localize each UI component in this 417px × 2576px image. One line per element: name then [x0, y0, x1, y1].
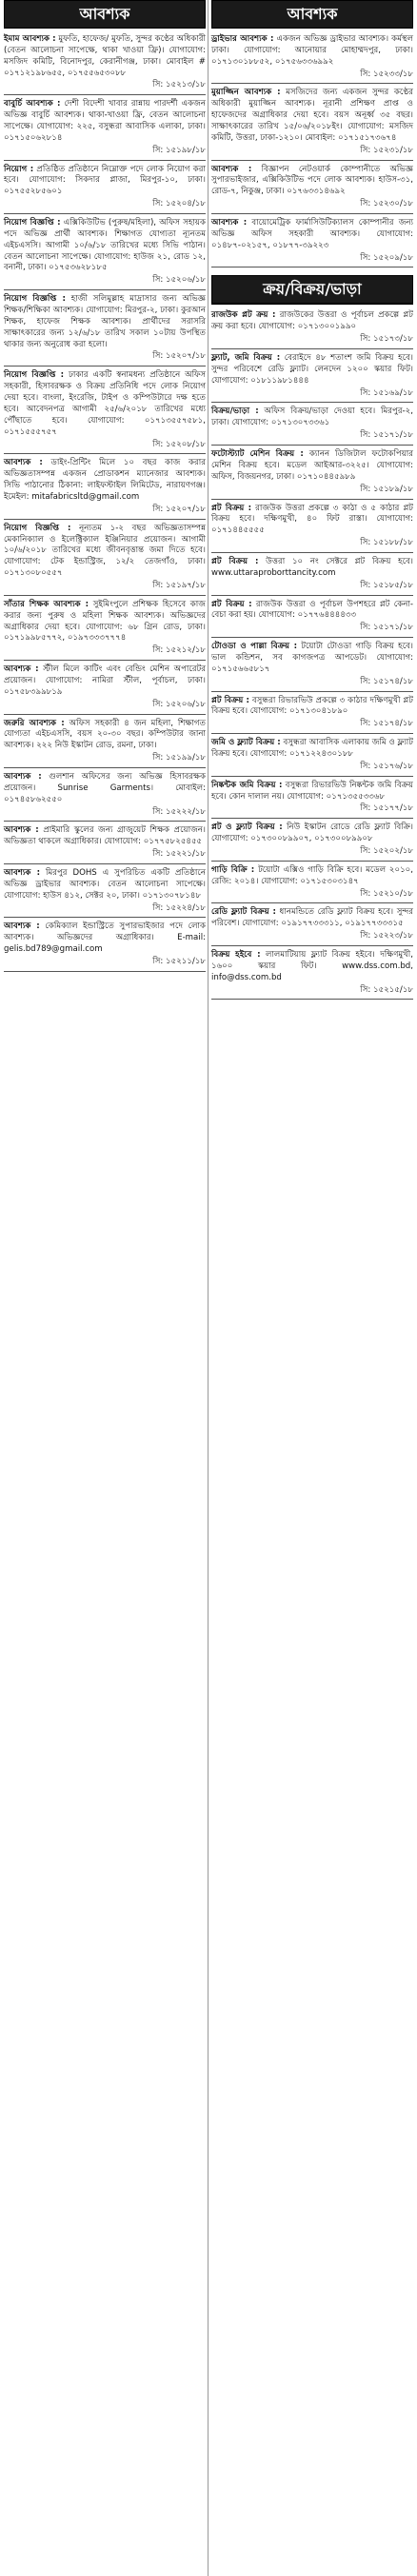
classified-ad	[211, 738, 413, 773]
ad-body: ঢাকার একটি স্বনামধন্য প্রতিষ্ঠানে অফিস সহকারী, হিসাবরক্ষক ও বিক্রয় প্রতিনিধি পদে লোক নিয়োগ দেয়া হবে। বাংলা, ইংরেজি, টাইপ ও কম্পিউটারে দক্ষ হতে হবে। আবেদনপত্র আগামী ২৫/৬/২০১৮ তারিখের মধ্যে পৌঁছাতে হবে। যোগাযোগ: ০১৭১৩৫৫৭৫৮১, ০১৭১৫৫৫৭৫৭	[4, 370, 206, 437]
ad-separator	[4, 366, 206, 367]
ad-code: সি: ১৫২৩১/১৮	[360, 145, 413, 155]
ad-separator	[211, 691, 413, 692]
ad-title: রেডি ফ্ল্যাট বিক্রয় :	[211, 907, 276, 918]
ad-code: সি: ১৫১৯৮/১৮	[152, 145, 206, 155]
ad-code: সি: ১৫১৭১/১৮	[360, 430, 413, 441]
ad-body: অফিস সহকারী ৪ জন মহিলা, শিক্ষাগত যোগ্যতা এইচএসসি, বয়স ২০-৩০ বছর। কম্পিউটার জানা আবশ্যক। ২২২ নিউ ইস্কাটন রোড, রমনা, ঢাকা।	[4, 718, 206, 751]
classified-ad	[211, 504, 413, 549]
classified-ad	[4, 34, 206, 91]
ad-title: ফটোস্ট্যাট মেশিন বিক্রয় :	[211, 449, 304, 460]
ad-code: সি: ১৫২১৩/১৮	[152, 80, 206, 90]
classified-ad	[4, 99, 206, 156]
ad-title: প্লট বিক্রয় :	[211, 599, 252, 609]
ad-code: সি: ১৫২২৪/১৮	[152, 902, 206, 913]
classified-ad	[211, 88, 413, 156]
ad-body: বায়োমেট্রিক ফার্মাসিউটিক্যালস কোম্পানীর জন্য অভিজ্ঞ অফিস সহকারী আবশ্যক। যোগাযোগ: ০১৪৮৭-০২১৫৭, ০১৮৭৭-৩৯২২৩	[211, 218, 414, 250]
ad-title: সাঁতার শিক্ষক আবশ্যক :	[4, 599, 89, 609]
ad-title: টোওডা ও পাল্লা বিক্রয় :	[211, 642, 298, 652]
ad-separator	[4, 821, 206, 822]
ad-title: প্লট বিক্রয় :	[211, 503, 252, 513]
right-ads-bottom-list	[211, 310, 413, 1000]
section-header-wanted-right: আবশ্যক	[211, 0, 413, 29]
classified-ad	[211, 950, 413, 996]
classified-ad	[211, 781, 413, 816]
classified-ad	[211, 34, 413, 80]
ad-separator	[4, 519, 206, 520]
right-column	[211, 0, 413, 2576]
ad-title: আবশ্যক :	[4, 825, 39, 836]
ad-title: নিষ্কন্টক জমি বিক্রয় :	[211, 780, 283, 790]
ad-separator	[211, 902, 413, 903]
ad-code: সি: ১৫২০৬/১৮	[152, 699, 206, 709]
ad-body: নূন্যতম ১-২ বছর অভিজ্ঞতাসম্পন্ন মেকানিক্যাল ও ইলেক্ট্রিক্যাল ইঞ্জিনিয়ার প্রয়োজন। আগামী ১০/৬/২০১৮ তারিখের মধ্যে জীবনবৃত্তান্ত জমা দিতে হবে। যোগাযোগ: টেক ইন্ডাস্ট্রিজ, ১২/২ তেজগাঁও, ঢাকা। ০১৭১৩০৮০৫৫৭	[4, 523, 207, 579]
ad-separator	[211, 402, 413, 403]
classified-ad	[4, 370, 206, 450]
ad-separator	[4, 595, 206, 596]
ad-separator	[211, 818, 413, 819]
ad-separator	[211, 999, 413, 1000]
ad-title: আবশ্যক :	[4, 868, 41, 878]
classified-ad	[4, 294, 206, 363]
classified-ad	[211, 406, 413, 442]
ad-separator	[4, 660, 206, 661]
ad-title: বিক্রয়/ভাড়া :	[211, 406, 259, 417]
ad-body: মুফতি, হাফেজ/ মুফতি, সুন্দর কণ্ঠের অধিকারী (বেতন আলোচনা সাপেক্ষে, থাকা খাওয়া ফ্রি)। যোগাযোগ: মসজিদ কমিটি, বিনোদপুর, কেরানীগঞ্জ, ঢাকা। মোবাইল # ০১৭১২১৯৮৬৫৫, ০১৭৫৫৬৫৩০৮৮	[4, 34, 207, 78]
ad-code: সি: ১৫১৭৪/১৮	[360, 676, 413, 686]
classified-ad	[211, 642, 413, 687]
ad-body: ডাইং-প্রিন্টিং মিলে ১০ বছর কাজ করার অভিজ্ঞতাসম্পন্ন একজন প্রোডাকশন ম্যানেজার আবশ্যক। সিভি পাঠানোর ঠিকানা: লাইফস্টাইল লিমিটেড, নারায়ণগঞ্জ। ইমেইল: mitafabricsltd@gmail.com	[4, 458, 206, 502]
classified-ad	[4, 218, 206, 287]
ad-code: সি: ১৫২০৭/১৮	[152, 351, 206, 362]
ad-separator	[211, 552, 413, 553]
ad-title: আবশ্যক :	[4, 771, 42, 782]
ad-body: বসুন্ধরা রিভারভিউ নিষ্কন্টক জমি বিক্রয় হবে। কোন দালাল নয়। যোগাযোগ: ০১৭১৩৫৫৩৩৬৮	[211, 780, 413, 802]
classified-ad	[4, 458, 206, 515]
ad-separator	[211, 213, 413, 214]
classified-ad	[211, 696, 413, 731]
ad-body: স্টীল মিলে কাটিং এবং বেন্ডিং মেশিন অপারেটর প্রয়োজন। যোগাযোগ: নামিরা স্টীল, পূর্বাচল, ঢাকা। ০১৭৫৮৩৯৯৮১৯	[4, 664, 207, 697]
ad-code: সি: ১৫২০৪/১৮	[152, 199, 206, 209]
ad-body: বসুন্ধরা রিভারভিউ প্রকল্পে ৩ কাঠার দক্ষিণমুখী প্লট বিক্রয় হবে। যোগাযোগ: ০১৭১৩০৪১৮৯০	[211, 695, 413, 717]
ad-body: রাজউক উত্তরা প্রকল্পে ৩ কাঠা ও ৫ কাঠার প্লট বিক্রয় হবে। দক্ষিণমুখী, ৪০ ফিট রাস্তা। যোগাযোগ: ০১৭১৪৪৫৫৫৫	[211, 503, 413, 536]
ad-title: বাবুর্চি আবশ্যক :	[4, 99, 61, 109]
ad-title: প্লট বিক্রয় :	[211, 695, 249, 705]
ad-separator	[211, 445, 413, 446]
ad-separator	[4, 971, 206, 972]
ad-body: ধানমন্ডিতে রেডি ফ্ল্যাট বিক্রয় হবে। সুন্দর পরিবেশ। যোগাযোগ: ০১৯১৭৭৩৩৩১১, ০১৯১৭৭৩৩৩১৫	[211, 907, 414, 929]
ad-code: সি: ১৫১৭৩/১৮	[360, 334, 413, 345]
ad-code: সি: ১৫২০২/১৮	[360, 845, 413, 856]
ad-title: নিয়োগ :	[4, 164, 34, 174]
ad-body: টয়োটা এক্সিও গাড়ি বিক্রি হবে। মডেল ২০১০, রেজি: ২০১৪। যোগাযোগ: ০১৭১৫৩০৩১৪৭	[211, 864, 414, 886]
buy-sell-rent-section	[211, 275, 413, 305]
classified-ad	[4, 719, 206, 764]
ad-code: সি: ১৫২০৮/১৮	[152, 439, 206, 449]
classified-ad	[211, 218, 413, 264]
ad-body: রাজউকের উত্তরা ও পূর্বাচল প্রকল্পে প্লট ক্রয় করা হবে। যোগাযোগ: ০১৭১৩০০১৯৯০	[211, 310, 413, 332]
ad-separator	[4, 767, 206, 768]
ad-title: ড্রাইভার আবশ্যক :	[211, 34, 274, 44]
classified-ad	[211, 600, 413, 635]
ad-body: মসজিদের জন্য একজন সুন্দর কণ্ঠের অধিকারী মুয়াজ্জিন আবশ্যক। নূরানী প্রশিক্ষণ প্রাপ্ত ও হাফেজদের অগ্রাধিকার দেয়া হবে। বয়স অনূর্ধ্ব ৩৫ বছর। সাক্ষাৎকারের তারিখ ১৫/০৬/২০১৮ইং। যোগাযোগ: মসজিদ কমিটি, উত্তরা, ঢাকা-১২১০। মোবাইল: ০১৭১৫১৭৩৬৭৪	[211, 88, 413, 143]
ad-separator	[211, 499, 413, 500]
classified-ad	[4, 600, 206, 657]
ad-title: আবশ্যক :	[211, 218, 248, 228]
ad-title: নিয়োগ বিজ্ঞপ্তি :	[4, 294, 66, 305]
ad-separator	[211, 776, 413, 777]
ad-separator	[4, 213, 206, 214]
ad-code: সি: ১৫২১২/১৮	[152, 645, 206, 656]
ad-code: সি: ১৫২১০/১৮	[360, 888, 413, 899]
ad-body: টয়োটা টোওডা গাড়ি বিক্রয় হবে। ভাল কন্ডিশন, সব কাগজপত্র আপডেট। যোগাযোগ: ০১৭১৫৬৬৫৮১৭	[211, 642, 414, 674]
ad-code: সি: ১৫২০৭/১৮	[152, 504, 206, 514]
ad-title: রাজউক প্লট ক্রয় :	[211, 310, 276, 321]
ad-code: সি: ১৫২৩০/১৮	[360, 199, 413, 209]
ad-body: অফিস বিক্রয়/ভাড়া দেওয়া হবে। মিরপুর-২, ঢাকা। যোগাযোগ: ০১৭১৩০৭৩৩৬১	[211, 406, 413, 428]
classified-ad	[4, 772, 206, 818]
ad-body: প্রতিষ্ঠিত প্রতিষ্ঠানে নিম্নোক্ত পদে লোক নিয়োগ করা হবে। যোগাযোগ: সিকদার প্লাজা, মিরপুর-১০, ঢাকা। ০১৭৫৫২৮৫৬০১	[4, 164, 206, 197]
ad-separator	[211, 637, 413, 638]
ad-title: গাড়ি বিক্রি :	[211, 864, 255, 875]
ad-body: রাজউক উত্তরা ও পূর্বাচল উপশহরে প্লট কেনা-বেচা করা হয়। যোগাযোগ: ০১৭৭৬৪৪৪৪৩৩	[211, 599, 413, 621]
ad-code: সি: ১৫২২২/১৮	[152, 806, 206, 817]
ad-code: সি: ১৫১৮৮/১৮	[360, 538, 413, 548]
ad-code: সি: ১৫১৯৯/১৮	[152, 753, 206, 763]
ad-body: হাজী সলিমুল্লাহ মাদ্রাসার জন্য অভিজ্ঞ শিক্ষক/শিক্ষিকা আবশ্যক। যোগাযোগ: মিরপুর-২, ঢাকা। কুরআন শিক্ষক, হাফেজ শিক্ষক আবশ্যক। প্রার্থীদের সরাসরি সাক্ষাৎকারের জন্য ১২/৬/১৮ তারিখ সকাল ১০টায় উপস্থিত থাকার জন্য অনুরোধ করা হলো।	[4, 294, 206, 349]
classified-ad	[4, 524, 206, 592]
ad-body: বসুন্ধরা আবাসিক এলাকায় জমি ও ফ্ল্যাট বিক্রয় হবে। যোগাযোগ: ০১৭১২২৪৩০১৮৮	[211, 738, 413, 759]
classified-ad	[4, 165, 206, 210]
ad-code: সি: ১৫১৭৭/১৮	[360, 803, 413, 814]
ad-separator	[211, 733, 413, 734]
ad-separator	[211, 595, 413, 596]
right-ads-top-list	[211, 34, 413, 268]
ad-separator	[211, 348, 413, 349]
ad-separator	[4, 94, 206, 95]
ad-code: সি: ১৫১৭৬/১৮	[360, 761, 413, 771]
ad-code: সি: ১৫১৮৯/১৮	[360, 484, 413, 494]
ad-title: মুয়াজ্জিন আবশ্যক :	[211, 88, 281, 98]
classified-ad	[4, 921, 206, 967]
ad-separator	[211, 945, 413, 946]
ad-separator	[4, 453, 206, 454]
ad-separator	[4, 863, 206, 864]
ad-code: সি: ১৫২২১/১৮	[152, 849, 206, 860]
classified-ad	[211, 907, 413, 942]
ad-code: সি: ১৫১৮৫/১৮	[360, 580, 413, 590]
classified-ad	[211, 165, 413, 210]
ad-title: প্লট ও ফ্ল্যাট বিক্রয় :	[211, 822, 283, 833]
section-header-buy-sell-rent: ক্রয়/বিক্রয়/ভাড়া	[212, 276, 412, 304]
ad-code: সি: ১৫১৯৭/১৮	[152, 580, 206, 590]
classified-ad	[4, 664, 206, 710]
classified-ad	[211, 353, 413, 399]
classified-ad	[4, 825, 206, 861]
ad-separator	[211, 83, 413, 84]
classified-ad	[211, 865, 413, 901]
ad-body: নিউ ইস্কাটন রোডে রেডি ফ্ল্যাট বিক্রি। যোগাযোগ: ০১৭৩০০৮৯৯০৭, ০১৭৩০০৮৯৯০৮	[211, 822, 413, 844]
ad-body: বিজ্ঞাপন নেটওয়ার্ক কোম্পানীতে অভিজ্ঞ সুপারভাইজার, এক্সিকিউটিভ পদে লোক আবশ্যক। হাউস-৩১, রোড-৭, নিকুঞ্জ, ঢাকা। ০১৭৬৩৩১৪৬৯২	[211, 164, 413, 197]
classified-ad	[211, 449, 413, 495]
ad-title: নিয়োগ বিজ্ঞপ্তি :	[4, 370, 65, 381]
ad-title: আবশ্যক :	[4, 458, 43, 468]
ad-body: এক্সিকিউটিভ (পুরুষ/মহিলা), অফিস সহায়ক পদে অভিজ্ঞ প্রার্থী আবশ্যক। শিক্ষাগত যোগ্যতা ন্যূনতম এইচএসসি। আগামী ১০/৬/১৮ তারিখের মধ্যে সিভি পাঠান। বেতন আলোচনা সাপেক্ষে। যোগাযোগ: হাউজ ২১, রোড ১২, বনানী, ঢাকা। ০১৭৫৩৬২৮১৮৫	[4, 218, 207, 273]
classified-ad	[4, 868, 206, 914]
ad-title: ফ্ল্যাট, জমি বিক্রয় :	[211, 353, 281, 364]
classified-ad	[211, 557, 413, 592]
ad-title: নিয়োগ বিজ্ঞপ্তি :	[4, 523, 71, 533]
left-column	[4, 0, 206, 2576]
ad-code: সি: ১৫২২৩/১৮	[360, 931, 413, 941]
ad-body: মিরপুর DOHS এ সুপরিচিত একটি প্রতিষ্ঠানে অভিজ্ঞ ড্রাইভার আবশ্যক। বেতন আলোচনা সাপেক্ষে। যোগাযোগ: হাউস ৪১২, সেক্টর ২০, ঢাকা। ০১৭১৩০৭৮১৪৮	[4, 868, 207, 901]
classified-ad	[211, 822, 413, 858]
ad-code: সি: ১৫২১১/১৮	[152, 957, 206, 967]
ad-title: প্লট বিক্রয় :	[211, 556, 259, 566]
ad-body: বেরাইদে ৪৮ শতাংশ জমি বিক্রয় হবে। সুন্দর পরিবেশে রেডি ফ্ল্যাট। লেনদেন ১২০০ স্কয়ার ফিট। যোগাযোগ: ০১৮১১৯৮১৪৪৪	[211, 353, 413, 386]
ad-code: সি: ১৫২০৬/১৮	[152, 275, 206, 286]
ad-code: সি: ১৫১৭৪/১৮	[360, 719, 413, 729]
ad-separator	[4, 917, 206, 918]
ad-separator	[211, 267, 413, 268]
ad-body: উত্তরা ১০ নং সেক্টরে প্লট বিক্রয় হবে। www.uttaraproborttancity.com	[211, 556, 413, 578]
ad-title: আবশ্যক :	[211, 164, 252, 174]
ad-separator	[4, 714, 206, 715]
ad-title: জরুরি আবশ্যক :	[4, 718, 65, 728]
section-header-wanted-left: আবশ্যক	[4, 0, 206, 29]
ad-title: বিক্রয় হইবে :	[211, 950, 261, 960]
ad-title: আবশ্যক :	[4, 921, 40, 932]
ad-body: গুলশান অফিসের জন্য অভিজ্ঞ হিসাবরক্ষক প্রয়োজন। Sunrise Garments। মোবাইল: ০১৭৪৫৮৬২৫৫০	[4, 771, 206, 804]
ad-code: সি: ১৫২৩৩/১৮	[360, 69, 413, 79]
ad-separator	[211, 861, 413, 862]
ad-code: সি: ১৫১৬৯/১৮	[360, 387, 413, 398]
ad-body: ক্যানন ডিজিটাল ফটোকপিয়ার মেশিন বিক্রয় হবে। মডেল আইআর-৩২২৫। যোগাযোগ: অফিস, বিজয়নগর, ঢাকা। ০১৭১০৪৪৫৯৮৯	[211, 449, 413, 482]
ad-body: প্রাইমারি স্কুলের জন্য গ্রাজুয়েট শিক্ষক প্রয়োজন। অভিজ্ঞতা থাকলে অগ্রাধিকার। যোগাযোগ: ০১৭৭৫৮২৫৪৫৫	[4, 825, 206, 847]
ad-title: জমি ও ফ্ল্যাট বিক্রয় :	[211, 738, 281, 748]
ad-body: সুইমিংপুলে প্রশিক্ষক হিসেবে কাজ করার জন্য পুরুষ ও মহিলা শিক্ষক আবশ্যক। অভিজ্ঞদের অগ্রাধিকার দেয়া হবে। যোগাযোগ: ৬৮ গ্রিন রোড, ঢাকা। ০১৭১৯৯৮৫৭৭২, ০১৯৭৩৩৩৭৭৭৪	[4, 599, 206, 644]
ad-separator	[211, 160, 413, 161]
ad-title: আবশ্যক :	[4, 664, 39, 675]
ad-body: দেশী বিদেশী খাবার রান্নায় পারদর্শী একজন অভিজ্ঞ বাবুর্চি আবশ্যক। থাকা-খাওয়া ফ্রি, বেতন আলোচনা সাপেক্ষে। যোগাযোগ: ২২৫, বসুন্ধরা আবাসিক এলাকা, ঢাকা। ০১৭১৫০৬২৮১৪	[4, 99, 206, 143]
ad-body: একজন অভিজ্ঞ ড্রাইভার আবশ্যক। কর্মস্থল ঢাকা। যোগাযোগ: আনোয়ার মোহাম্মদপুর, ঢাকা। ০১৭১৩০১৮৮৫২, ০১৭৫৬৩৩৬৯৯২	[211, 34, 413, 67]
ad-separator	[4, 289, 206, 290]
ad-body: কেমিক্যাল ইন্ডাস্ট্রিতে সুপারভাইজার পদে লোক আবশ্যক। অভিজ্ঞদের অগ্রাধিকার। E-mail: gelis.bd789@gmail.com	[4, 921, 207, 955]
ad-title: ইমাম আবশ্যক :	[4, 34, 56, 44]
left-ads-list	[4, 34, 206, 972]
ad-code: সি: ১৫১৭১/১৮	[360, 623, 413, 633]
ad-code: সি: ১৫২০৯/১৮	[360, 252, 413, 263]
ad-body: লালমাটিয়ায় ফ্ল্যাট বিক্রয় হইবে। দক্ষিণমুখী, ১৬০০ স্কয়ার ফিট। www.dss.com.bd, info@dss.com.bd	[211, 950, 413, 982]
ad-code: সি: ১৫২১৫/১৮	[360, 984, 413, 995]
classified-ad	[211, 310, 413, 346]
ad-title: নিয়োগ বিজ্ঞপ্তি :	[4, 218, 61, 228]
ad-separator	[4, 160, 206, 161]
